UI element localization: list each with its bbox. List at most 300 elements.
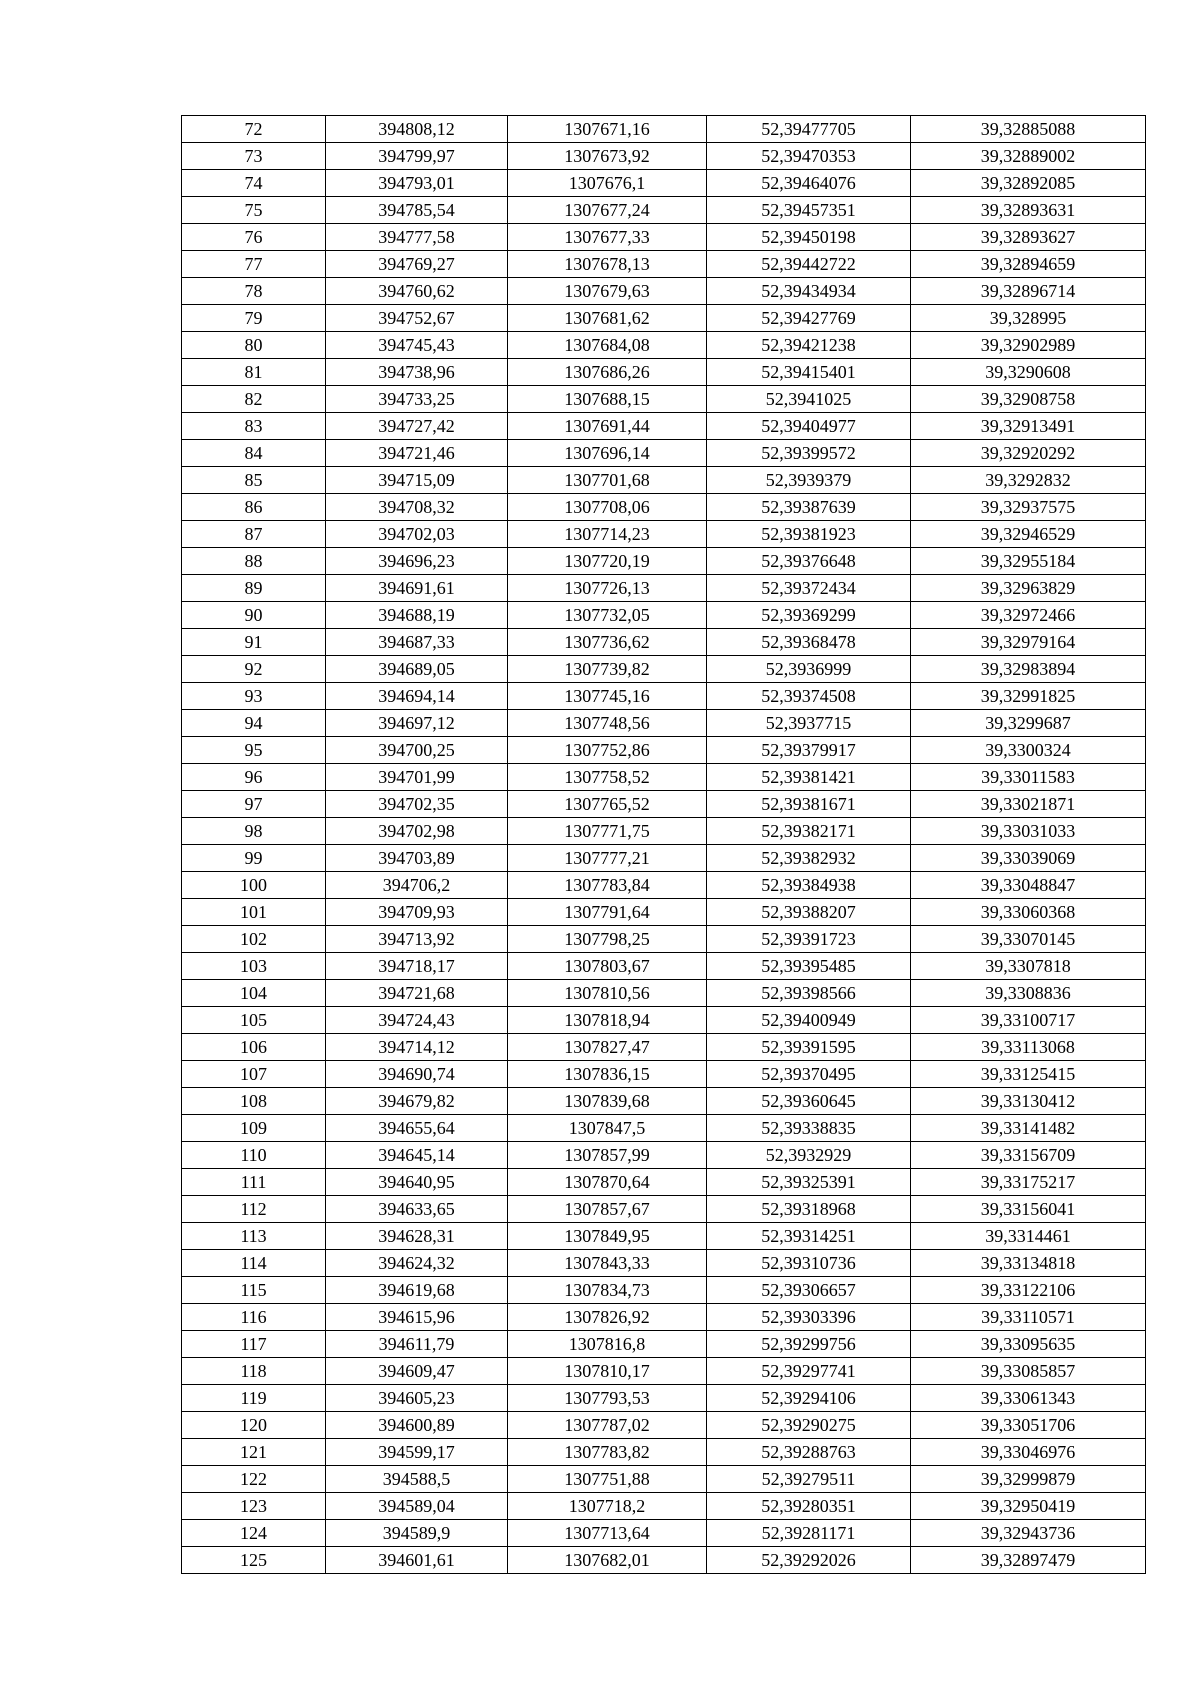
x-coordinate-cell: 394721,68 bbox=[326, 980, 508, 1007]
longitude-cell: 39,33095635 bbox=[911, 1331, 1146, 1358]
table-row bbox=[182, 764, 1146, 791]
latitude-cell: 52,39388207 bbox=[707, 899, 911, 926]
table-row bbox=[182, 872, 1146, 899]
table-row bbox=[182, 548, 1146, 575]
x-coordinate-cell: 394633,65 bbox=[326, 1196, 508, 1223]
y-coordinate-cell: 1307732,05 bbox=[508, 602, 707, 629]
y-coordinate-cell: 1307798,25 bbox=[508, 926, 707, 953]
latitude-cell: 52,39434934 bbox=[707, 278, 911, 305]
point-number-cell: 83 bbox=[182, 413, 326, 440]
x-coordinate-cell: 394628,31 bbox=[326, 1223, 508, 1250]
longitude-cell: 39,33046976 bbox=[911, 1439, 1146, 1466]
table-row bbox=[182, 467, 1146, 494]
longitude-cell: 39,328995 bbox=[911, 305, 1146, 332]
x-coordinate-cell: 394701,99 bbox=[326, 764, 508, 791]
latitude-cell: 52,39391723 bbox=[707, 926, 911, 953]
latitude-cell: 52,39387639 bbox=[707, 494, 911, 521]
table-row bbox=[182, 1196, 1146, 1223]
y-coordinate-cell: 1307834,73 bbox=[508, 1277, 707, 1304]
x-coordinate-cell: 394721,46 bbox=[326, 440, 508, 467]
table-row bbox=[182, 359, 1146, 386]
point-number-cell: 92 bbox=[182, 656, 326, 683]
table-row bbox=[182, 1277, 1146, 1304]
point-number-cell: 86 bbox=[182, 494, 326, 521]
latitude-cell: 52,39299756 bbox=[707, 1331, 911, 1358]
x-coordinate-cell: 394600,89 bbox=[326, 1412, 508, 1439]
table-row bbox=[182, 1034, 1146, 1061]
y-coordinate-cell: 1307818,94 bbox=[508, 1007, 707, 1034]
point-number-cell: 112 bbox=[182, 1196, 326, 1223]
y-coordinate-cell: 1307758,52 bbox=[508, 764, 707, 791]
x-coordinate-cell: 394694,14 bbox=[326, 683, 508, 710]
x-coordinate-cell: 394760,62 bbox=[326, 278, 508, 305]
longitude-cell: 39,33085857 bbox=[911, 1358, 1146, 1385]
longitude-cell: 39,32979164 bbox=[911, 629, 1146, 656]
longitude-cell: 39,32896714 bbox=[911, 278, 1146, 305]
point-number-cell: 119 bbox=[182, 1385, 326, 1412]
y-coordinate-cell: 1307688,15 bbox=[508, 386, 707, 413]
point-number-cell: 82 bbox=[182, 386, 326, 413]
point-number-cell: 74 bbox=[182, 170, 326, 197]
x-coordinate-cell: 394752,67 bbox=[326, 305, 508, 332]
longitude-cell: 39,32892085 bbox=[911, 170, 1146, 197]
x-coordinate-cell: 394640,95 bbox=[326, 1169, 508, 1196]
longitude-cell: 39,33122106 bbox=[911, 1277, 1146, 1304]
table-row bbox=[182, 1088, 1146, 1115]
y-coordinate-cell: 1307679,63 bbox=[508, 278, 707, 305]
table-row bbox=[182, 224, 1146, 251]
x-coordinate-cell: 394769,27 bbox=[326, 251, 508, 278]
y-coordinate-cell: 1307783,84 bbox=[508, 872, 707, 899]
y-coordinate-cell: 1307810,17 bbox=[508, 1358, 707, 1385]
point-number-cell: 85 bbox=[182, 467, 326, 494]
x-coordinate-cell: 394702,35 bbox=[326, 791, 508, 818]
x-coordinate-cell: 394715,09 bbox=[326, 467, 508, 494]
latitude-cell: 52,39384938 bbox=[707, 872, 911, 899]
longitude-cell: 39,33011583 bbox=[911, 764, 1146, 791]
y-coordinate-cell: 1307827,47 bbox=[508, 1034, 707, 1061]
table-row bbox=[182, 1439, 1146, 1466]
latitude-cell: 52,39427769 bbox=[707, 305, 911, 332]
point-number-cell: 120 bbox=[182, 1412, 326, 1439]
y-coordinate-cell: 1307708,06 bbox=[508, 494, 707, 521]
x-coordinate-cell: 394615,96 bbox=[326, 1304, 508, 1331]
longitude-cell: 39,32893631 bbox=[911, 197, 1146, 224]
longitude-cell: 39,32913491 bbox=[911, 413, 1146, 440]
latitude-cell: 52,39288763 bbox=[707, 1439, 911, 1466]
point-number-cell: 77 bbox=[182, 251, 326, 278]
point-number-cell: 78 bbox=[182, 278, 326, 305]
latitude-cell: 52,39314251 bbox=[707, 1223, 911, 1250]
table-row bbox=[182, 575, 1146, 602]
longitude-cell: 39,33048847 bbox=[911, 872, 1146, 899]
longitude-cell: 39,32889002 bbox=[911, 143, 1146, 170]
table-row bbox=[182, 332, 1146, 359]
point-number-cell: 89 bbox=[182, 575, 326, 602]
x-coordinate-cell: 394599,17 bbox=[326, 1439, 508, 1466]
y-coordinate-cell: 1307718,2 bbox=[508, 1493, 707, 1520]
table-row bbox=[182, 818, 1146, 845]
latitude-cell: 52,39450198 bbox=[707, 224, 911, 251]
point-number-cell: 98 bbox=[182, 818, 326, 845]
longitude-cell: 39,33134818 bbox=[911, 1250, 1146, 1277]
point-number-cell: 84 bbox=[182, 440, 326, 467]
point-number-cell: 103 bbox=[182, 953, 326, 980]
latitude-cell: 52,39464076 bbox=[707, 170, 911, 197]
latitude-cell: 52,39281171 bbox=[707, 1520, 911, 1547]
y-coordinate-cell: 1307836,15 bbox=[508, 1061, 707, 1088]
y-coordinate-cell: 1307787,02 bbox=[508, 1412, 707, 1439]
longitude-cell: 39,33061343 bbox=[911, 1385, 1146, 1412]
longitude-cell: 39,32885088 bbox=[911, 116, 1146, 143]
table-row bbox=[182, 1385, 1146, 1412]
longitude-cell: 39,3292832 bbox=[911, 467, 1146, 494]
longitude-cell: 39,33031033 bbox=[911, 818, 1146, 845]
latitude-cell: 52,39374508 bbox=[707, 683, 911, 710]
coordinates-table-body bbox=[182, 116, 1146, 1574]
point-number-cell: 110 bbox=[182, 1142, 326, 1169]
longitude-cell: 39,33156041 bbox=[911, 1196, 1146, 1223]
x-coordinate-cell: 394702,98 bbox=[326, 818, 508, 845]
table-row bbox=[182, 926, 1146, 953]
point-number-cell: 81 bbox=[182, 359, 326, 386]
y-coordinate-cell: 1307678,13 bbox=[508, 251, 707, 278]
y-coordinate-cell: 1307857,67 bbox=[508, 1196, 707, 1223]
table-row bbox=[182, 602, 1146, 629]
point-number-cell: 100 bbox=[182, 872, 326, 899]
y-coordinate-cell: 1307677,24 bbox=[508, 197, 707, 224]
table-row bbox=[182, 413, 1146, 440]
point-number-cell: 73 bbox=[182, 143, 326, 170]
longitude-cell: 39,33070145 bbox=[911, 926, 1146, 953]
longitude-cell: 39,32999879 bbox=[911, 1466, 1146, 1493]
latitude-cell: 52,39325391 bbox=[707, 1169, 911, 1196]
latitude-cell: 52,39442722 bbox=[707, 251, 911, 278]
latitude-cell: 52,39338835 bbox=[707, 1115, 911, 1142]
point-number-cell: 87 bbox=[182, 521, 326, 548]
x-coordinate-cell: 394708,32 bbox=[326, 494, 508, 521]
table-row bbox=[182, 899, 1146, 926]
table-row bbox=[182, 494, 1146, 521]
latitude-cell: 52,39415401 bbox=[707, 359, 911, 386]
x-coordinate-cell: 394589,04 bbox=[326, 1493, 508, 1520]
longitude-cell: 39,33130412 bbox=[911, 1088, 1146, 1115]
point-number-cell: 93 bbox=[182, 683, 326, 710]
latitude-cell: 52,39404977 bbox=[707, 413, 911, 440]
latitude-cell: 52,3937715 bbox=[707, 710, 911, 737]
y-coordinate-cell: 1307816,8 bbox=[508, 1331, 707, 1358]
longitude-cell: 39,32963829 bbox=[911, 575, 1146, 602]
y-coordinate-cell: 1307676,1 bbox=[508, 170, 707, 197]
longitude-cell: 39,32902989 bbox=[911, 332, 1146, 359]
x-coordinate-cell: 394718,17 bbox=[326, 953, 508, 980]
table-row bbox=[182, 1061, 1146, 1088]
y-coordinate-cell: 1307810,56 bbox=[508, 980, 707, 1007]
latitude-cell: 52,39279511 bbox=[707, 1466, 911, 1493]
point-number-cell: 108 bbox=[182, 1088, 326, 1115]
y-coordinate-cell: 1307771,75 bbox=[508, 818, 707, 845]
x-coordinate-cell: 394697,12 bbox=[326, 710, 508, 737]
x-coordinate-cell: 394724,43 bbox=[326, 1007, 508, 1034]
table-row bbox=[182, 737, 1146, 764]
longitude-cell: 39,32946529 bbox=[911, 521, 1146, 548]
point-number-cell: 97 bbox=[182, 791, 326, 818]
longitude-cell: 39,32920292 bbox=[911, 440, 1146, 467]
x-coordinate-cell: 394703,89 bbox=[326, 845, 508, 872]
point-number-cell: 105 bbox=[182, 1007, 326, 1034]
latitude-cell: 52,39297741 bbox=[707, 1358, 911, 1385]
y-coordinate-cell: 1307751,88 bbox=[508, 1466, 707, 1493]
x-coordinate-cell: 394727,42 bbox=[326, 413, 508, 440]
latitude-cell: 52,39306657 bbox=[707, 1277, 911, 1304]
y-coordinate-cell: 1307681,62 bbox=[508, 305, 707, 332]
point-number-cell: 79 bbox=[182, 305, 326, 332]
longitude-cell: 39,32950419 bbox=[911, 1493, 1146, 1520]
longitude-cell: 39,3290608 bbox=[911, 359, 1146, 386]
x-coordinate-cell: 394793,01 bbox=[326, 170, 508, 197]
point-number-cell: 88 bbox=[182, 548, 326, 575]
x-coordinate-cell: 394611,79 bbox=[326, 1331, 508, 1358]
latitude-cell: 52,39400949 bbox=[707, 1007, 911, 1034]
longitude-cell: 39,33156709 bbox=[911, 1142, 1146, 1169]
point-number-cell: 101 bbox=[182, 899, 326, 926]
latitude-cell: 52,39470353 bbox=[707, 143, 911, 170]
latitude-cell: 52,39294106 bbox=[707, 1385, 911, 1412]
x-coordinate-cell: 394619,68 bbox=[326, 1277, 508, 1304]
longitude-cell: 39,33110571 bbox=[911, 1304, 1146, 1331]
y-coordinate-cell: 1307714,23 bbox=[508, 521, 707, 548]
x-coordinate-cell: 394700,25 bbox=[326, 737, 508, 764]
y-coordinate-cell: 1307691,44 bbox=[508, 413, 707, 440]
table-row bbox=[182, 1223, 1146, 1250]
latitude-cell: 52,39368478 bbox=[707, 629, 911, 656]
y-coordinate-cell: 1307777,21 bbox=[508, 845, 707, 872]
table-row bbox=[182, 953, 1146, 980]
y-coordinate-cell: 1307843,33 bbox=[508, 1250, 707, 1277]
point-number-cell: 72 bbox=[182, 116, 326, 143]
y-coordinate-cell: 1307713,64 bbox=[508, 1520, 707, 1547]
table-row bbox=[182, 683, 1146, 710]
y-coordinate-cell: 1307726,13 bbox=[508, 575, 707, 602]
point-number-cell: 116 bbox=[182, 1304, 326, 1331]
y-coordinate-cell: 1307803,67 bbox=[508, 953, 707, 980]
latitude-cell: 52,39318968 bbox=[707, 1196, 911, 1223]
y-coordinate-cell: 1307736,62 bbox=[508, 629, 707, 656]
y-coordinate-cell: 1307765,52 bbox=[508, 791, 707, 818]
longitude-cell: 39,33051706 bbox=[911, 1412, 1146, 1439]
point-number-cell: 80 bbox=[182, 332, 326, 359]
latitude-cell: 52,39381671 bbox=[707, 791, 911, 818]
point-number-cell: 99 bbox=[182, 845, 326, 872]
y-coordinate-cell: 1307745,16 bbox=[508, 683, 707, 710]
point-number-cell: 123 bbox=[182, 1493, 326, 1520]
x-coordinate-cell: 394714,12 bbox=[326, 1034, 508, 1061]
table-row bbox=[182, 1007, 1146, 1034]
table-row bbox=[182, 1250, 1146, 1277]
x-coordinate-cell: 394706,2 bbox=[326, 872, 508, 899]
y-coordinate-cell: 1307849,95 bbox=[508, 1223, 707, 1250]
latitude-cell: 52,39381923 bbox=[707, 521, 911, 548]
longitude-cell: 39,3314461 bbox=[911, 1223, 1146, 1250]
point-number-cell: 117 bbox=[182, 1331, 326, 1358]
x-coordinate-cell: 394689,05 bbox=[326, 656, 508, 683]
latitude-cell: 52,39303396 bbox=[707, 1304, 911, 1331]
table-row bbox=[182, 1304, 1146, 1331]
point-number-cell: 118 bbox=[182, 1358, 326, 1385]
longitude-cell: 39,3307818 bbox=[911, 953, 1146, 980]
table-row bbox=[182, 305, 1146, 332]
y-coordinate-cell: 1307701,68 bbox=[508, 467, 707, 494]
table-row bbox=[182, 1493, 1146, 1520]
longitude-cell: 39,33125415 bbox=[911, 1061, 1146, 1088]
point-number-cell: 76 bbox=[182, 224, 326, 251]
latitude-cell: 52,39421238 bbox=[707, 332, 911, 359]
latitude-cell: 52,39280351 bbox=[707, 1493, 911, 1520]
longitude-cell: 39,3300324 bbox=[911, 737, 1146, 764]
point-number-cell: 104 bbox=[182, 980, 326, 1007]
x-coordinate-cell: 394690,74 bbox=[326, 1061, 508, 1088]
y-coordinate-cell: 1307720,19 bbox=[508, 548, 707, 575]
longitude-cell: 39,33039069 bbox=[911, 845, 1146, 872]
x-coordinate-cell: 394696,23 bbox=[326, 548, 508, 575]
point-number-cell: 122 bbox=[182, 1466, 326, 1493]
longitude-cell: 39,32943736 bbox=[911, 1520, 1146, 1547]
coordinates-table bbox=[181, 115, 1146, 1574]
longitude-cell: 39,32955184 bbox=[911, 548, 1146, 575]
y-coordinate-cell: 1307739,82 bbox=[508, 656, 707, 683]
x-coordinate-cell: 394713,92 bbox=[326, 926, 508, 953]
table-row bbox=[182, 1142, 1146, 1169]
longitude-cell: 39,33100717 bbox=[911, 1007, 1146, 1034]
table-row bbox=[182, 521, 1146, 548]
point-number-cell: 113 bbox=[182, 1223, 326, 1250]
latitude-cell: 52,39360645 bbox=[707, 1088, 911, 1115]
latitude-cell: 52,39399572 bbox=[707, 440, 911, 467]
y-coordinate-cell: 1307826,92 bbox=[508, 1304, 707, 1331]
table-row bbox=[182, 1466, 1146, 1493]
y-coordinate-cell: 1307686,26 bbox=[508, 359, 707, 386]
point-number-cell: 115 bbox=[182, 1277, 326, 1304]
y-coordinate-cell: 1307682,01 bbox=[508, 1547, 707, 1574]
longitude-cell: 39,33021871 bbox=[911, 791, 1146, 818]
latitude-cell: 52,39382932 bbox=[707, 845, 911, 872]
point-number-cell: 124 bbox=[182, 1520, 326, 1547]
x-coordinate-cell: 394605,23 bbox=[326, 1385, 508, 1412]
table-row bbox=[182, 1169, 1146, 1196]
point-number-cell: 90 bbox=[182, 602, 326, 629]
longitude-cell: 39,33060368 bbox=[911, 899, 1146, 926]
point-number-cell: 106 bbox=[182, 1034, 326, 1061]
x-coordinate-cell: 394601,61 bbox=[326, 1547, 508, 1574]
latitude-cell: 52,3936999 bbox=[707, 656, 911, 683]
x-coordinate-cell: 394679,82 bbox=[326, 1088, 508, 1115]
table-row bbox=[182, 1115, 1146, 1142]
longitude-cell: 39,32893627 bbox=[911, 224, 1146, 251]
longitude-cell: 39,3308836 bbox=[911, 980, 1146, 1007]
x-coordinate-cell: 394687,33 bbox=[326, 629, 508, 656]
table-row bbox=[182, 845, 1146, 872]
table-row bbox=[182, 116, 1146, 143]
x-coordinate-cell: 394688,19 bbox=[326, 602, 508, 629]
x-coordinate-cell: 394785,54 bbox=[326, 197, 508, 224]
point-number-cell: 96 bbox=[182, 764, 326, 791]
point-number-cell: 107 bbox=[182, 1061, 326, 1088]
table-row bbox=[182, 629, 1146, 656]
table-row bbox=[182, 440, 1146, 467]
x-coordinate-cell: 394691,61 bbox=[326, 575, 508, 602]
y-coordinate-cell: 1307677,33 bbox=[508, 224, 707, 251]
point-number-cell: 114 bbox=[182, 1250, 326, 1277]
y-coordinate-cell: 1307870,64 bbox=[508, 1169, 707, 1196]
x-coordinate-cell: 394738,96 bbox=[326, 359, 508, 386]
point-number-cell: 121 bbox=[182, 1439, 326, 1466]
latitude-cell: 52,39370495 bbox=[707, 1061, 911, 1088]
latitude-cell: 52,39382171 bbox=[707, 818, 911, 845]
latitude-cell: 52,39381421 bbox=[707, 764, 911, 791]
x-coordinate-cell: 394777,58 bbox=[326, 224, 508, 251]
longitude-cell: 39,32991825 bbox=[911, 683, 1146, 710]
y-coordinate-cell: 1307673,92 bbox=[508, 143, 707, 170]
y-coordinate-cell: 1307847,5 bbox=[508, 1115, 707, 1142]
table-row bbox=[182, 791, 1146, 818]
latitude-cell: 52,39290275 bbox=[707, 1412, 911, 1439]
latitude-cell: 52,3932929 bbox=[707, 1142, 911, 1169]
latitude-cell: 52,39398566 bbox=[707, 980, 911, 1007]
table-row bbox=[182, 170, 1146, 197]
y-coordinate-cell: 1307748,56 bbox=[508, 710, 707, 737]
table-row bbox=[182, 1520, 1146, 1547]
y-coordinate-cell: 1307783,82 bbox=[508, 1439, 707, 1466]
latitude-cell: 52,39310736 bbox=[707, 1250, 911, 1277]
latitude-cell: 52,39379917 bbox=[707, 737, 911, 764]
latitude-cell: 52,39391595 bbox=[707, 1034, 911, 1061]
point-number-cell: 102 bbox=[182, 926, 326, 953]
y-coordinate-cell: 1307791,64 bbox=[508, 899, 707, 926]
table-row bbox=[182, 251, 1146, 278]
latitude-cell: 52,39369299 bbox=[707, 602, 911, 629]
latitude-cell: 52,39457351 bbox=[707, 197, 911, 224]
table-row bbox=[182, 1412, 1146, 1439]
table-row bbox=[182, 1331, 1146, 1358]
x-coordinate-cell: 394702,03 bbox=[326, 521, 508, 548]
longitude-cell: 39,32908758 bbox=[911, 386, 1146, 413]
x-coordinate-cell: 394709,93 bbox=[326, 899, 508, 926]
y-coordinate-cell: 1307752,86 bbox=[508, 737, 707, 764]
longitude-cell: 39,33175217 bbox=[911, 1169, 1146, 1196]
table-row bbox=[182, 1547, 1146, 1574]
longitude-cell: 39,32897479 bbox=[911, 1547, 1146, 1574]
latitude-cell: 52,39372434 bbox=[707, 575, 911, 602]
point-number-cell: 95 bbox=[182, 737, 326, 764]
x-coordinate-cell: 394655,64 bbox=[326, 1115, 508, 1142]
table-row bbox=[182, 197, 1146, 224]
x-coordinate-cell: 394645,14 bbox=[326, 1142, 508, 1169]
longitude-cell: 39,32937575 bbox=[911, 494, 1146, 521]
x-coordinate-cell: 394624,32 bbox=[326, 1250, 508, 1277]
y-coordinate-cell: 1307671,16 bbox=[508, 116, 707, 143]
longitude-cell: 39,3299687 bbox=[911, 710, 1146, 737]
latitude-cell: 52,39292026 bbox=[707, 1547, 911, 1574]
y-coordinate-cell: 1307857,99 bbox=[508, 1142, 707, 1169]
x-coordinate-cell: 394589,9 bbox=[326, 1520, 508, 1547]
table-row bbox=[182, 980, 1146, 1007]
latitude-cell: 52,39477705 bbox=[707, 116, 911, 143]
latitude-cell: 52,39395485 bbox=[707, 953, 911, 980]
x-coordinate-cell: 394799,97 bbox=[326, 143, 508, 170]
table-row bbox=[182, 143, 1146, 170]
latitude-cell: 52,39376648 bbox=[707, 548, 911, 575]
y-coordinate-cell: 1307793,53 bbox=[508, 1385, 707, 1412]
